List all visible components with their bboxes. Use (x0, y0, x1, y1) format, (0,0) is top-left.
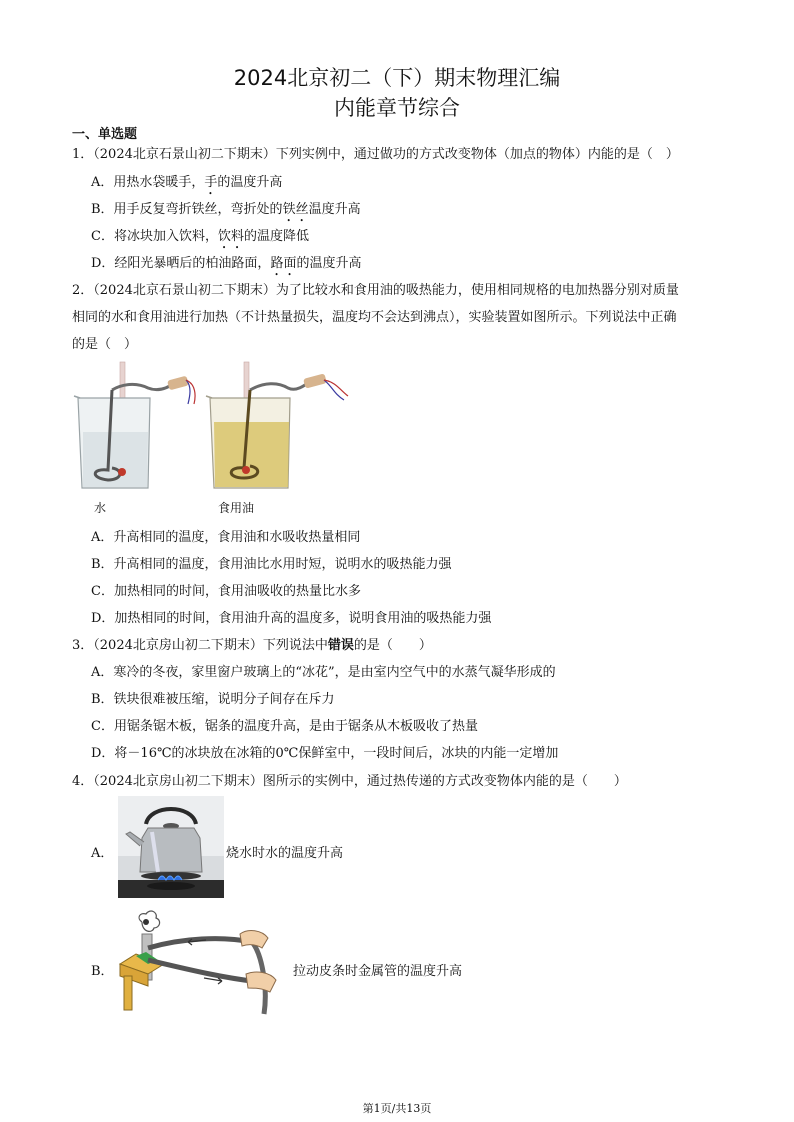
question-2-stem-line-1: 2．（2024北京石景山初二下期末）为了比较水和食用油的吸热能力，使用相同规格的电加热器分别对质量 (72, 283, 679, 298)
oil-beaker-image (204, 360, 350, 492)
q4-option-a-letter: A． (91, 846, 114, 861)
water-beaker-image (72, 360, 198, 492)
q3-option-c: C．用锯条锯木板，锯条的温度升高，是由于锯条从木板吸收了热量 (91, 719, 478, 734)
q2-option-b: B．升高相同的温度，食用油比水用时短，说明水的吸热能力强 (91, 557, 452, 572)
q1-option-a: A．用热水袋暖手，手的温度升高 (91, 175, 283, 190)
question-2-stem-line-3: 的是（ ） (72, 337, 138, 352)
q1-option-c: C．将冰块加入饮料，饮料的温度降低 (91, 229, 309, 244)
q4-option-b-text: 拉动皮条时金属管的温度升高 (293, 964, 463, 979)
page-subtitle: 内能章节综合 (334, 96, 460, 120)
q3-option-b: B．铁块很难被压缩，说明分子间存在斥力 (91, 692, 335, 707)
friction-pipe-image (112, 908, 294, 1022)
q2-option-a: A．升高相同的温度，食用油和水吸收热量相同 (91, 530, 361, 545)
question-4-stem: 4．（2024北京房山初二下期末）图所示的实例中，通过热传递的方式改变物体内能的是（ ） (72, 774, 627, 789)
q4-option-a-text: 烧水时水的温度升高 (226, 846, 344, 861)
page-footer: 第1页/共13页 (362, 1102, 432, 1115)
q4-option-b-letter: B． (91, 964, 114, 979)
question-1-stem: 1．（2024北京石景山初二下期末）下列实例中，通过做功的方式改变物体（加点的物体）内能的是（ ） (72, 147, 679, 162)
oil-caption: 食用油 (218, 501, 255, 515)
page-title: 2024北京初二（下）期末物理汇编 (233, 66, 561, 90)
question-2-stem-line-2: 相同的水和食用油进行加热（不计热量损失，温度均不会达到沸点），实验装置如图所示。下列说法中正确 (72, 310, 677, 325)
q3-option-a: A．寒冷的冬夜，家里窗户玻璃上的“冰花”，是由室内空气中的水蒸气凝华形成的 (91, 665, 556, 680)
section-heading: 一、单选题 (72, 127, 138, 142)
q3-option-d: D．将－16℃的冰块放在冰箱的0℃保鲜室中，一段时间后，冰块的内能一定增加 (91, 746, 559, 761)
q1-option-d: D．经阳光暴晒后的柏油路面，路面的温度升高 (91, 256, 362, 271)
kettle-on-stove-image (118, 796, 224, 898)
q2-option-c: C．加热相同的时间，食用油吸收的热量比水多 (91, 584, 361, 599)
q2-option-d: D．加热相同的时间，食用油升高的温度多，说明食用油的吸热能力强 (91, 611, 492, 626)
question-3-stem: 3．（2024北京房山初二下期末）下列说法中错误的是（ ） (72, 638, 432, 653)
q1-option-b: B．用手反复弯折铁丝，弯折处的铁丝温度升高 (91, 202, 361, 217)
water-caption: 水 (94, 501, 107, 515)
